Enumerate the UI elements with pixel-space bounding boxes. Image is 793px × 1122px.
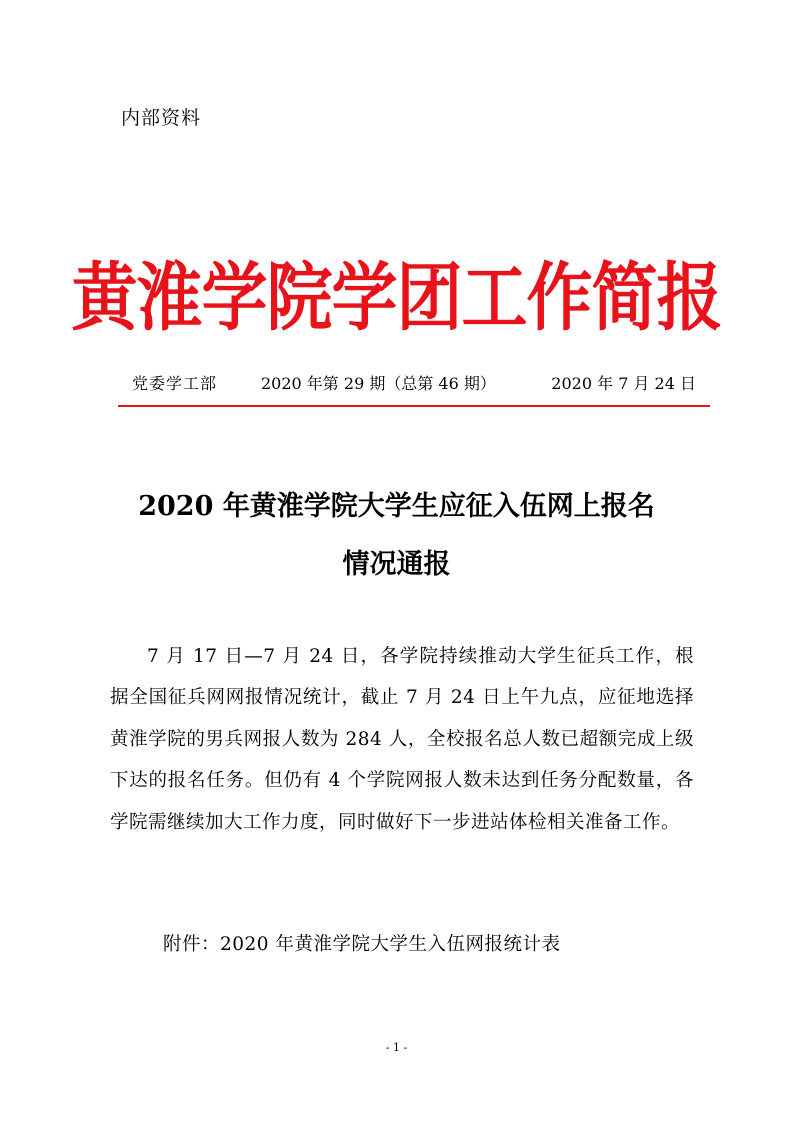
article-title: [110, 478, 683, 594]
issuing-department: 党委学工部: [132, 374, 218, 393]
page-number: - 1 -: [385, 1041, 408, 1054]
article-title-line-1: 2020 年黄淮学院大学生应征入伍网上报名: [138, 491, 655, 522]
classification-label: 内部资料: [121, 107, 202, 129]
masthead-title: 黄淮学院学团工作简报: [71, 253, 722, 342]
issue-date: 2020 年 7 月 24 日: [551, 374, 696, 393]
attachment-note: 附件：2020 年黄淮学院大学生入伍网报统计表: [163, 934, 561, 955]
article-title-line-2: 情况通报: [342, 549, 451, 580]
red-divider-line: [118, 405, 710, 407]
issue-number: 2020 年第 29 期（总第 46 期）: [261, 374, 496, 393]
article-body: 7 月 17 日—7 月 24 日，各学院持续推动大学生征兵工作，根据全国征兵网网报情况统计，截止 7 月 24 日上午九点，应征地选择黄淮学院的男兵网报人数为 284 人，全校报名总人数已超额完成上级下达的报名任务。但仍有 4 个学院网报人数未达到任务分配数量，各学院需继续加大工作力度，同时做好下一步进站体检相关准备工作。: [110, 646, 694, 833]
